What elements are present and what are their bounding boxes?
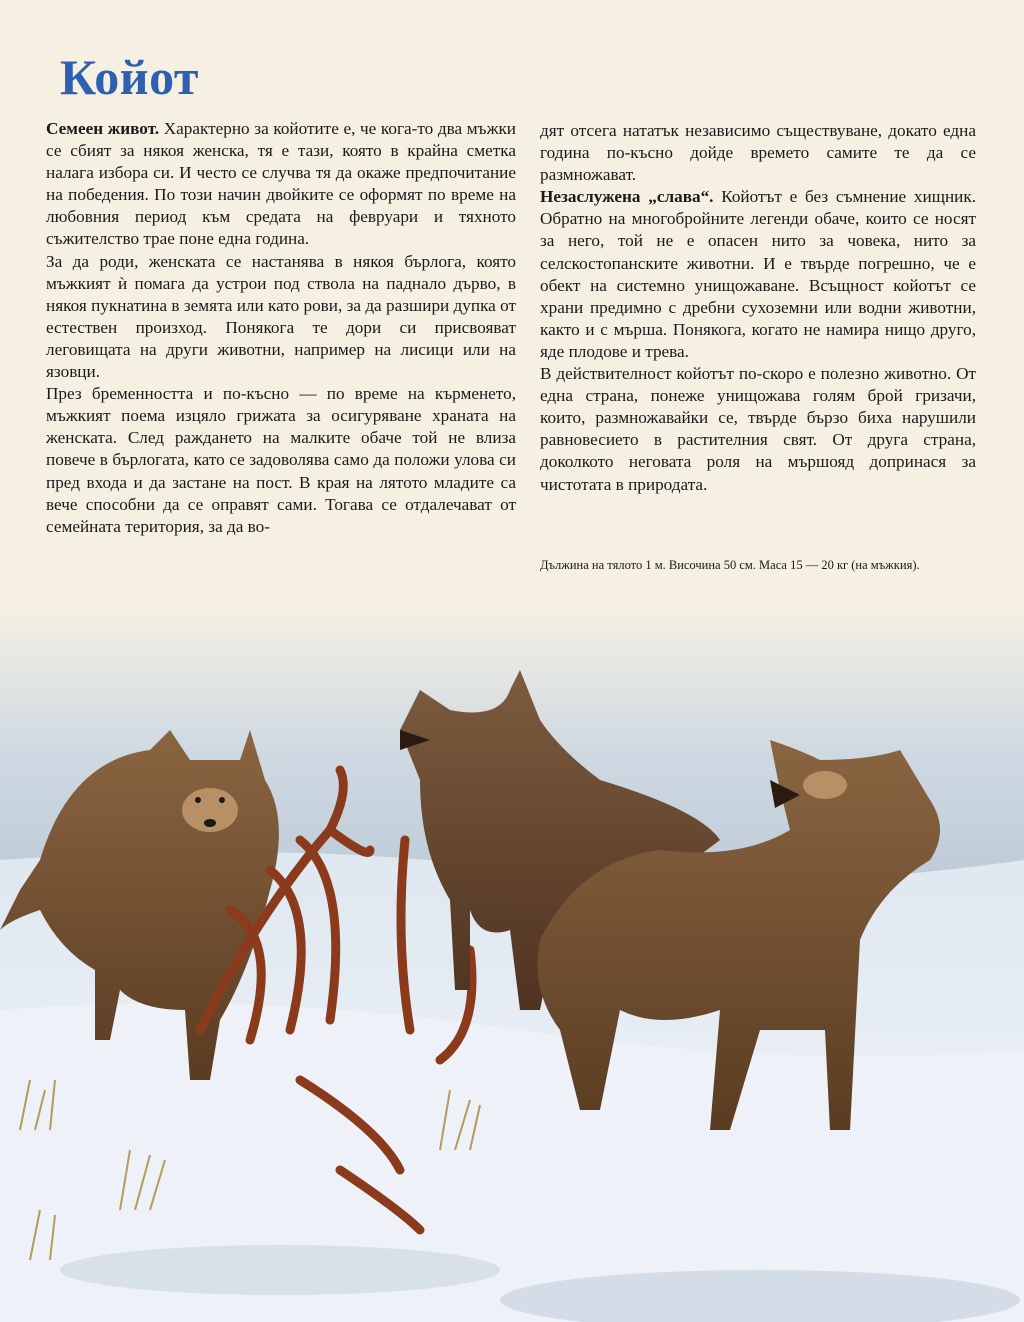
paragraph: Незаслужена „слава“. Койотът е без съмнение хищник. Обратно на многобройните легенди обаче, които се носят за него, той не е опасен нито за човека, нито за селскостопанските животни. И е твърде погрешно, че е обект на системно унищожаване. Всъщност койотът се храни предимно с дребни сухоземни или водни животни, както и с мърша. Понякога, когато не намира нищо друго, яде плодове и трева. [540, 187, 976, 361]
right-column [540, 120, 976, 496]
coyote-illustration [0, 610, 1024, 1322]
paragraph: Семеен живот. Характерно за койотите е, че кога-то два мъжки се сбият за някоя женска, тя е тази, която в крайна сметка налага избора си. И често се случва тя да окаже предпочитание на победения. По този начин двойките се оформят по време на любовния период към средата на февруари и тяхното съжителство трае поне една година. [46, 119, 516, 249]
paragraph: За да роди, женската се настанява в някоя бърлога, която мъжкият ѝ помага да устрои под ствола на паднало дърво, в някоя пукнатина в земята или като рови, за да разшири дупка от естествен произход. Понякога те дори си присвояват леговищата на други животни, например на лисици или на язовци. [46, 251, 516, 382]
paragraph: В действителност койотът по-скоро е полезно животно. От една страна, понеже унищожава голям брой гризачи, които, размножавайки се, твърде бързо биха нарушили равновесието в растителния свят. От друга страна, доколкото неговата роля на мършояд допринася за чистотата в природата. [540, 364, 976, 494]
left-column [46, 118, 516, 538]
caption: Дължина на тялото 1 м. Височина 50 см. Маса 15 — 20 кг (на мъжкия). [540, 558, 920, 572]
paragraph: През бременността и по-късно — по време на кърменето, мъжкият поема изцяло грижата за осигуряване храната на женската. След раждането на малките обаче той не влиза повече в бърлогата, като се задоволява само да положи улова си пред входа и да застане на пост. В края на лятото младите са вече способни да се оправят сами. Тогава се отдалечават от семейната територия, за да во- [46, 384, 516, 536]
paragraph: дят отсега нататък независимо съществуване, докато една година по-късно дойде времето самите те да се размножават. [540, 121, 976, 185]
page-title: Койот [60, 49, 199, 105]
